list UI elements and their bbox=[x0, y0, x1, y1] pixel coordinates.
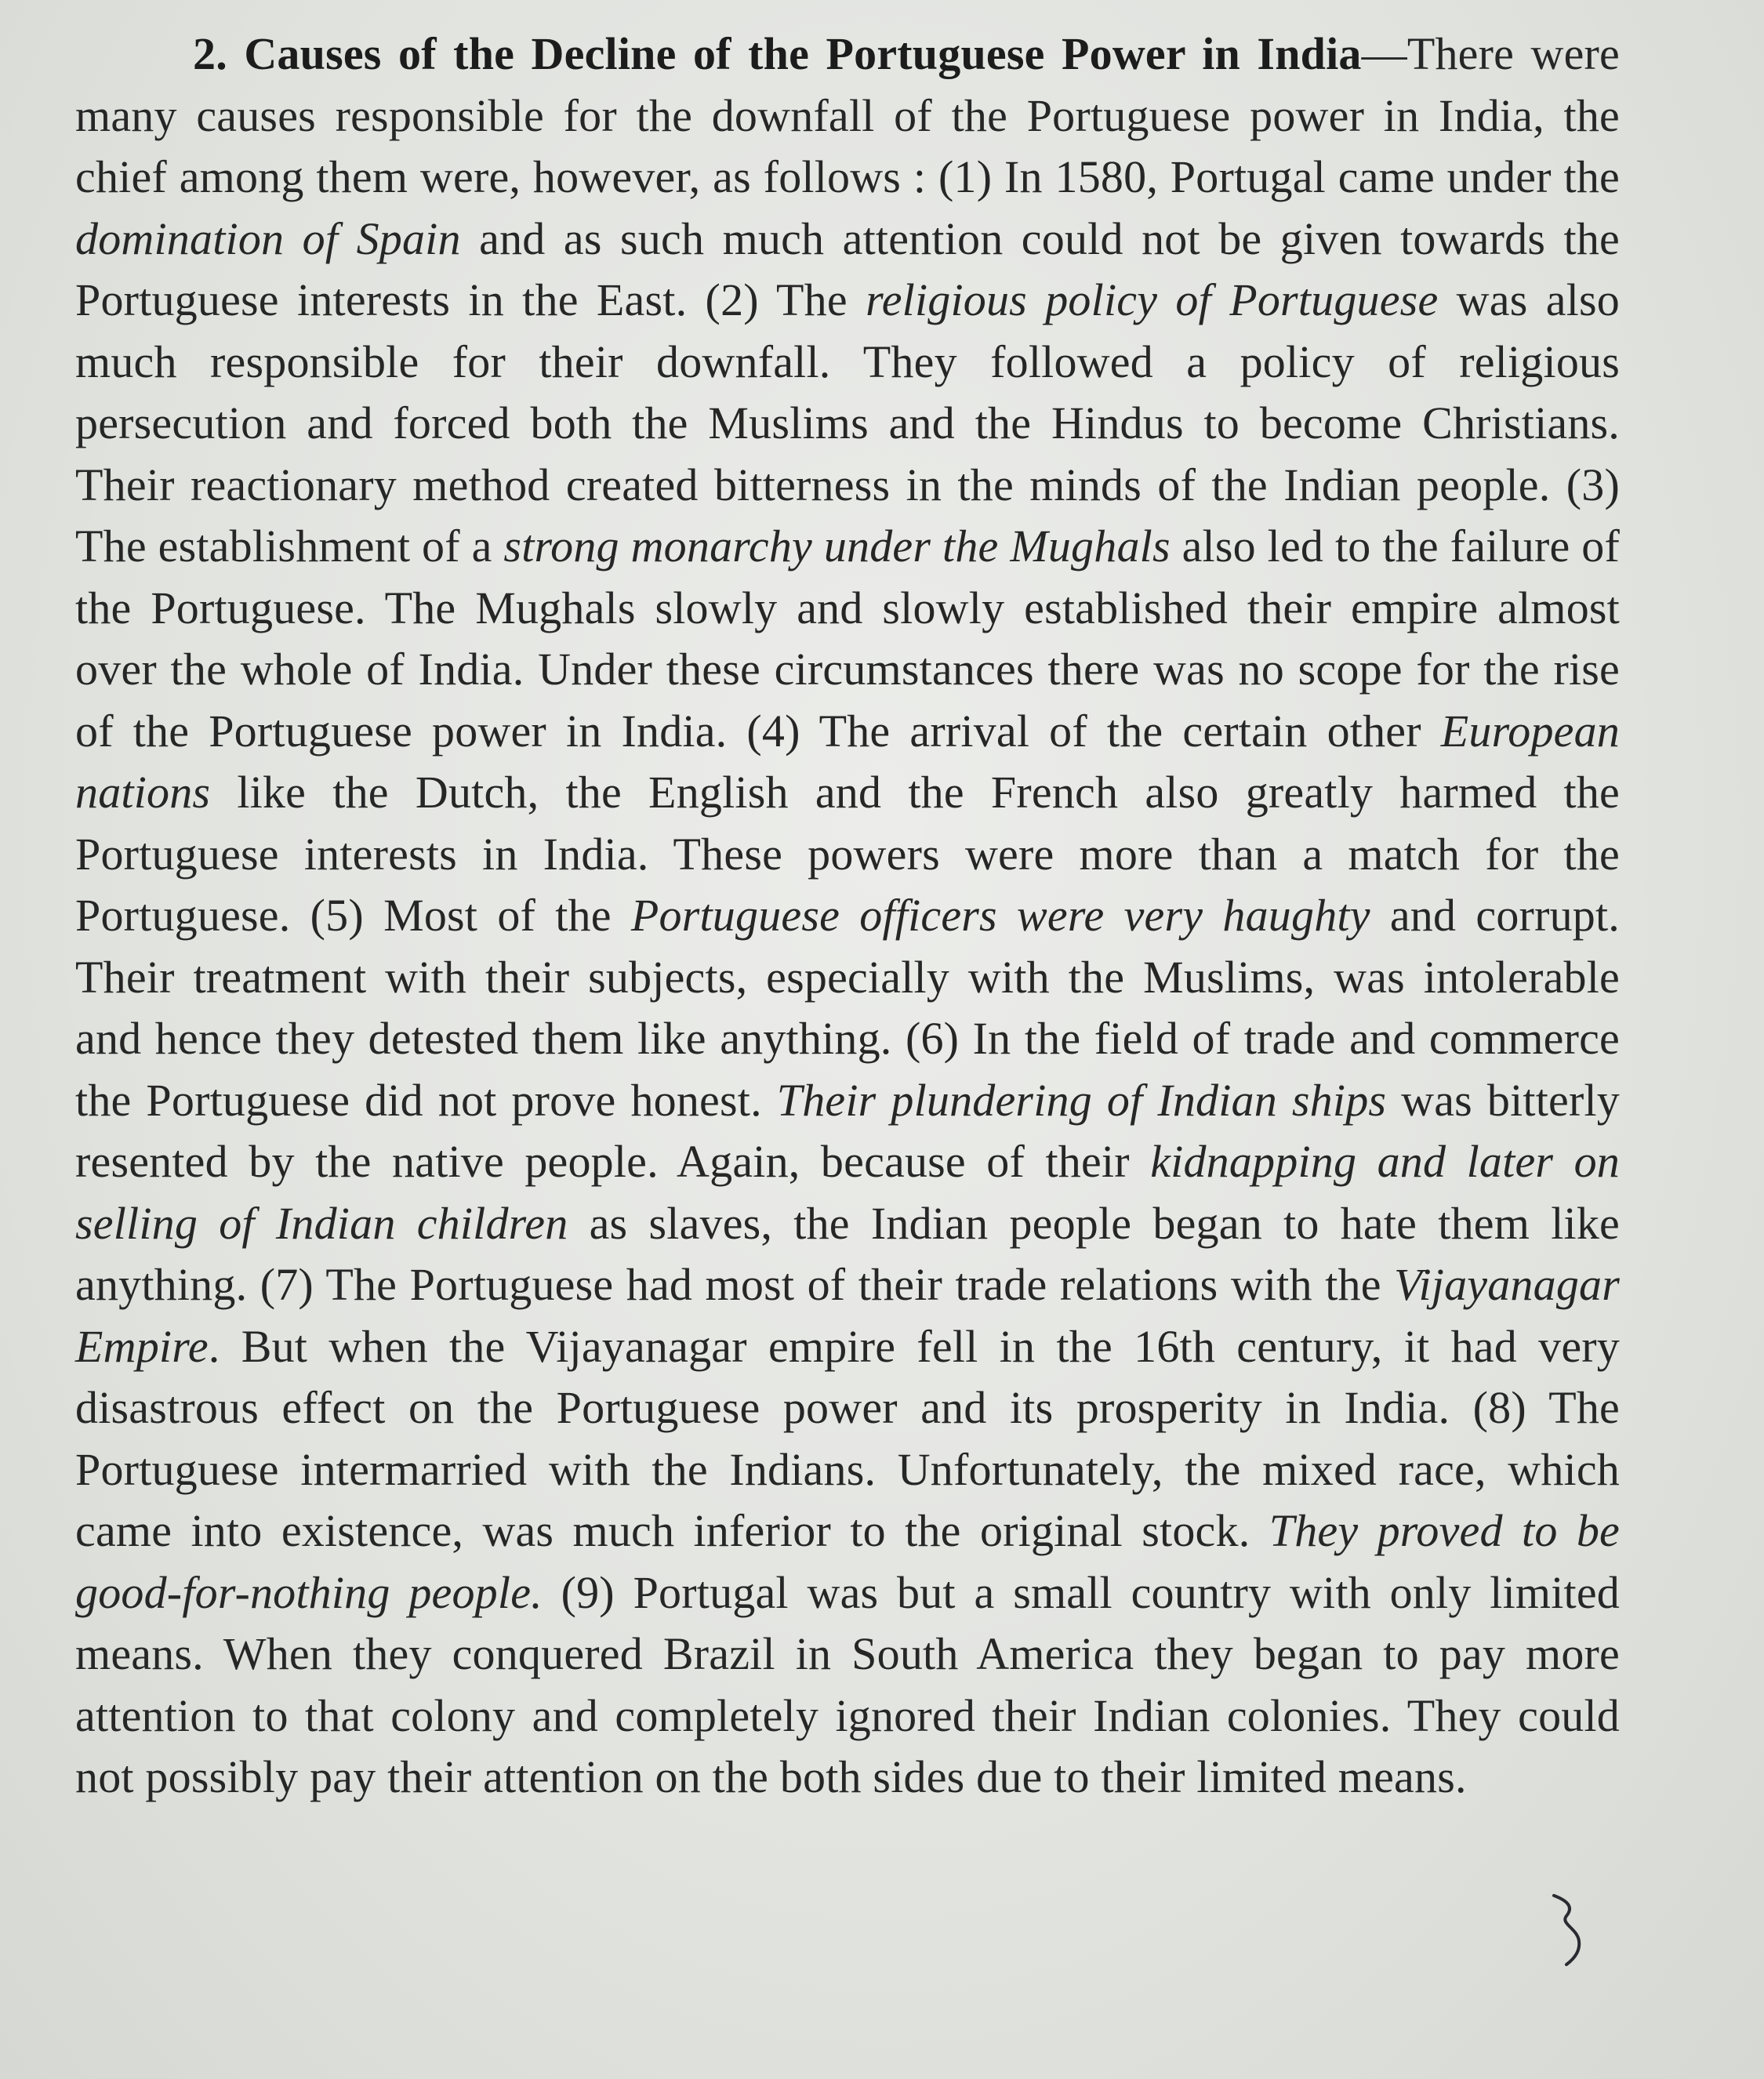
italic-emphasis: European nations bbox=[75, 705, 1620, 818]
body-text: as slaves, the Indian people began to hate them like anything. (7) The Portuguese had most of their trade relations with the bbox=[75, 1197, 1620, 1310]
paragraph-body bbox=[75, 28, 1620, 1802]
heading-dash: — bbox=[1361, 28, 1407, 79]
italic-emphasis: kidnapping and later on selling of Indian children bbox=[75, 1136, 1620, 1249]
body-text: was also much responsible for their downfall. They followed a policy of religious persecution and forced both the Muslims and the Hindus to become Christians. Their reactionary method created bitterness in the minds of the Indian people. (3) The establishment of a bbox=[75, 274, 1620, 571]
body-text: and corrupt. Their treatment with their subjects, especially with the Muslims, was intolerable and hence they detested them like anything. (6) In the field of trade and commerce the Portuguese did not prove honest. bbox=[75, 890, 1620, 1126]
italic-emphasis: Portuguese officers were very haughty bbox=[630, 890, 1370, 941]
body-text: . But when the Vijayanagar empire fell in the 16th century, it had very disastrous effect on the Portuguese power and its prosperity in India. (8) The Portuguese intermarried with the Indians. Unfortunately, the mixed race, which came into existence, was much inferior to the original stock. bbox=[75, 1320, 1620, 1556]
italic-emphasis: strong monarchy under the Mughals bbox=[503, 521, 1171, 571]
italic-emphasis: They proved to be good-for-nothing people. bbox=[75, 1505, 1621, 1618]
italic-emphasis: Their plundering of Indian ships bbox=[776, 1074, 1387, 1126]
decline-paragraph bbox=[75, 24, 1620, 1809]
body-text: also led to the failure of the Portuguese. The Mughals slowly and slowly established their empire almost over the whole of India. Under these circumstances there was no scope for the rise of the Portuguese power in India. (4) The arrival of the certain other bbox=[75, 521, 1621, 756]
body-text: and as such much attention could not be given towards the Portuguese interests in the East. (2) The bbox=[75, 212, 1620, 325]
body-text: There were many causes responsible for the downfall of the Portuguese power in India, the chief among them were, however, as follows : (1) In 1580, Portugal came under the bbox=[75, 28, 1620, 202]
italic-emphasis: religious policy of Portuguese bbox=[866, 274, 1439, 325]
italic-emphasis: domination of Spain bbox=[75, 212, 461, 264]
handwritten-pen-mark-icon bbox=[1543, 1889, 1590, 1968]
body-text: (9) Portugal was but a small country with only limited means. When they conquered Brazil in South America they began to pay more attention to that colony and completely ignored their Indian colonies. They could not possibly pay their attention on the both sides due to their limited means. bbox=[75, 1566, 1620, 1802]
body-text: was bitterly resented by the native people. Again, because of their bbox=[75, 1074, 1620, 1187]
italic-emphasis: Vijayanagar Empire bbox=[75, 1259, 1620, 1372]
section-heading: 2. Causes of the Decline of the Portuguese Power in India bbox=[193, 28, 1362, 79]
textbook-page bbox=[75, 24, 1620, 1999]
body-text: like the Dutch, the English and the French also greatly harmed the Portuguese interests in India. These powers were more than a match for the Portuguese. (5) Most of the bbox=[75, 767, 1620, 941]
